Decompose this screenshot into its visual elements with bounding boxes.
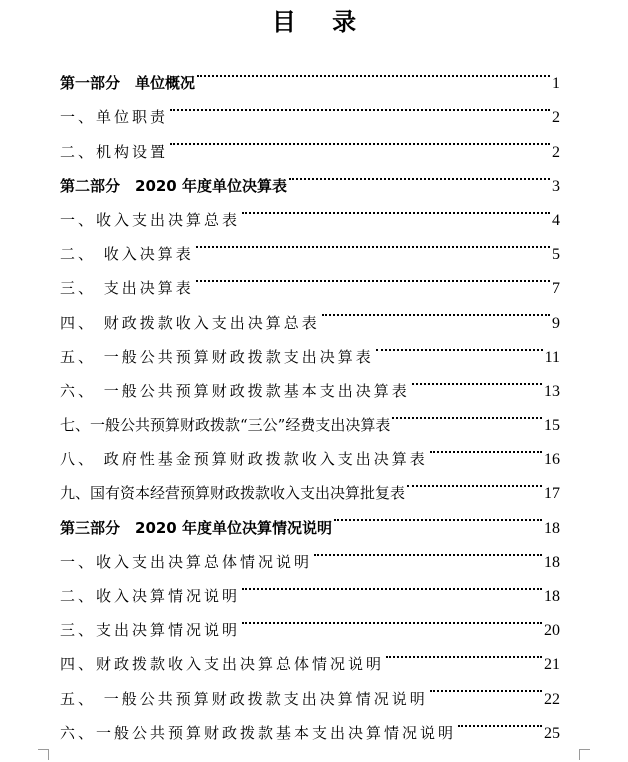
dot-leader bbox=[430, 669, 542, 703]
page-corner-mark-left bbox=[38, 749, 49, 760]
dot-leader bbox=[242, 567, 542, 601]
toc-entry-page-number: 1 bbox=[552, 75, 560, 93]
toc-entry-label: 九、国有资本经营预算财政拨款收入支出决算批复表 bbox=[60, 484, 406, 503]
toc-entry-page-number: 18 bbox=[544, 519, 560, 537]
toc-entry-label: 七、一般公共预算财政拨款“三公”经费支出决算表 bbox=[60, 416, 391, 435]
toc-entry-page-number: 17 bbox=[544, 485, 560, 503]
toc-entry-label: 六、一般公共预算财政拨款基本支出决算情况说明 bbox=[60, 723, 457, 742]
toc-entry-label: 一、单位职责 bbox=[60, 108, 169, 127]
toc-entry-page-number: 2 bbox=[552, 143, 560, 161]
dot-leader bbox=[458, 704, 542, 738]
toc-entry-page-number: 25 bbox=[544, 724, 560, 742]
toc-entry-part-1[interactable] bbox=[60, 54, 560, 93]
dot-leader bbox=[314, 533, 542, 567]
dot-leader bbox=[196, 259, 550, 293]
dot-leader bbox=[412, 362, 542, 396]
toc-entry-page-number: 3 bbox=[552, 177, 560, 195]
dot-leader bbox=[430, 430, 542, 464]
toc-entry-page-number: 18 bbox=[544, 553, 560, 571]
dot-leader bbox=[289, 157, 550, 191]
toc-entry-label: 三、支出决算情况说明 bbox=[60, 621, 241, 640]
toc-entry-label: 二、收入决算情况说明 bbox=[60, 587, 241, 605]
toc-entry-label: 二、 收入决算表 bbox=[60, 245, 194, 264]
toc-entry-page-number: 15 bbox=[544, 417, 560, 435]
toc-entry-page-number: 9 bbox=[552, 314, 560, 332]
toc-entry-page-number: 4 bbox=[552, 211, 560, 229]
toc-entry-label: 八、 政府性基金预算财政拨款收入支出决算表 bbox=[60, 450, 428, 469]
table-of-contents bbox=[60, 54, 560, 742]
toc-entry-label: 二、机构设置 bbox=[60, 142, 169, 161]
toc-entry-label: 一、收入支出决算总表 bbox=[60, 210, 241, 229]
toc-entry-page-number: 20 bbox=[544, 622, 560, 640]
toc-entry-page-number: 16 bbox=[544, 451, 560, 469]
dot-leader bbox=[242, 601, 542, 635]
toc-entry-label: 一、收入支出决算总体情况说明 bbox=[60, 552, 313, 571]
toc-entry-label: 五、 一般公共预算财政拨款支出决算情况说明 bbox=[60, 689, 428, 708]
toc-entry-page-number: 18 bbox=[544, 588, 560, 605]
dot-leader bbox=[322, 293, 550, 327]
toc-entry-label: 四、财政拨款收入支出决算总体情况说明 bbox=[60, 655, 385, 674]
dot-leader bbox=[196, 225, 550, 259]
dot-leader bbox=[242, 191, 550, 225]
toc-entry-label: 五、 一般公共预算财政拨款支出决算表 bbox=[60, 347, 374, 366]
dot-leader bbox=[392, 396, 542, 430]
page-corner-mark-right bbox=[579, 749, 590, 760]
dot-leader bbox=[170, 88, 550, 122]
toc-entry-label: 四、 财政拨款收入支出决算总表 bbox=[60, 313, 320, 332]
dot-leader bbox=[407, 464, 542, 498]
dot-leader bbox=[376, 328, 543, 362]
toc-entry-page-number: 13 bbox=[544, 382, 560, 400]
dot-leader bbox=[170, 122, 550, 156]
toc-entry-page-number: 5 bbox=[552, 246, 560, 264]
toc-entry-page-number: 22 bbox=[544, 690, 560, 708]
toc-entry-page-number: 2 bbox=[552, 109, 560, 127]
toc-entry-label: 三、 支出决算表 bbox=[60, 279, 194, 298]
toc-entry-page-number: 21 bbox=[544, 656, 560, 674]
toc-entry-label: 第二部分 2020 年度单位决算表 bbox=[60, 176, 287, 195]
toc-entry-label: 第三部分 2020 年度单位决算情况说明 bbox=[60, 518, 332, 537]
dot-leader bbox=[386, 635, 542, 669]
toc-entry-page-number: 7 bbox=[552, 280, 560, 298]
page-title: 目 录 bbox=[271, 8, 371, 36]
toc-entry-page-number: 11 bbox=[544, 348, 560, 366]
toc-entry-label: 六、 一般公共预算财政拨款基本支出决算表 bbox=[60, 381, 410, 400]
toc-entry-label: 第一部分 单位概况 bbox=[60, 74, 196, 93]
dot-leader bbox=[334, 498, 542, 532]
dot-leader bbox=[197, 54, 550, 88]
